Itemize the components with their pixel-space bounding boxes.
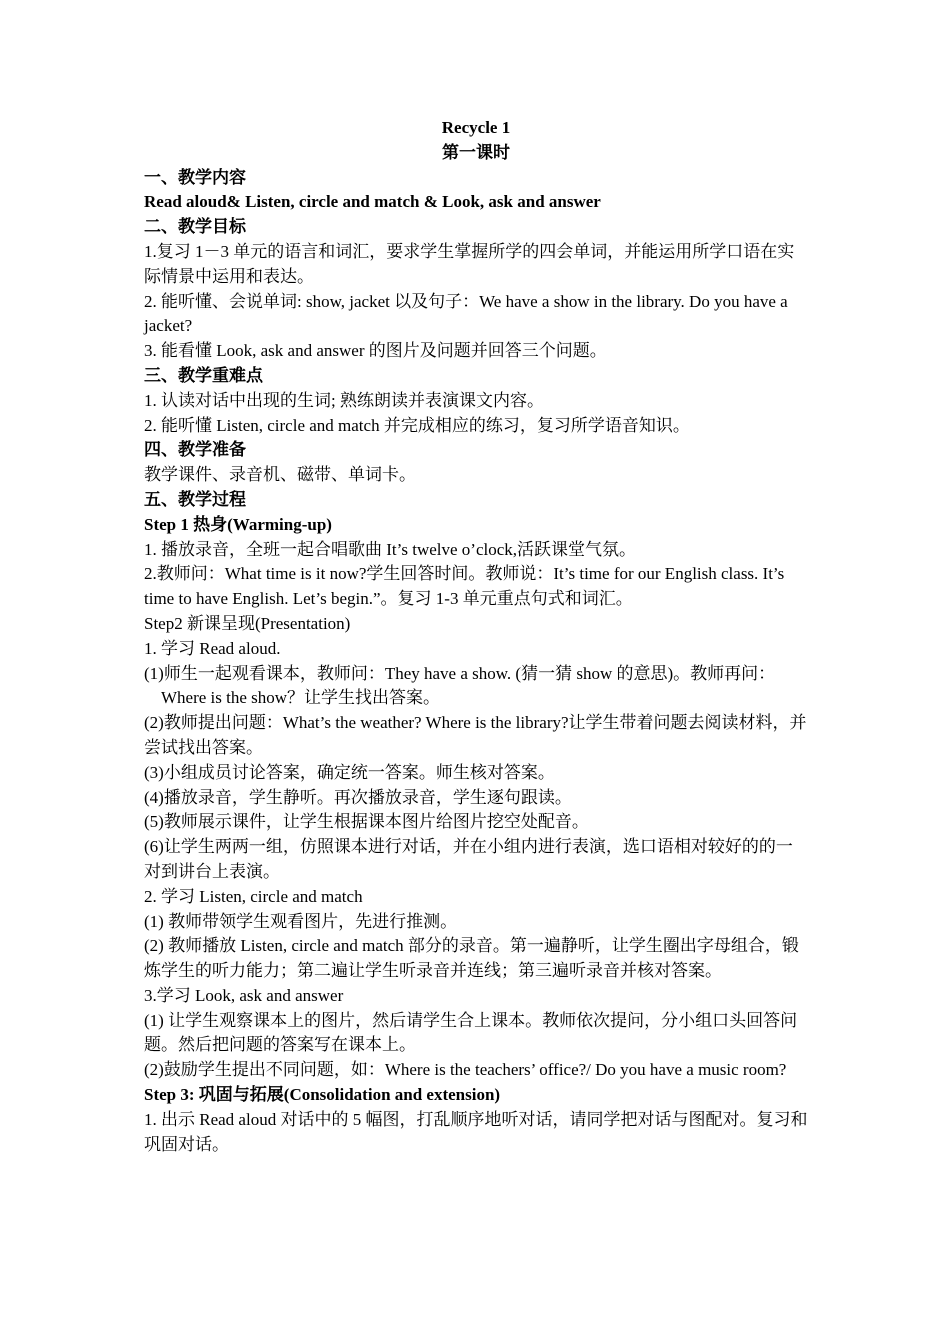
goal-1: 1.复习 1－3 单元的语言和词汇，要求学生掌握所学的四会单词，并能运用所学口语在实际情景中运用和表达。 <box>144 241 795 286</box>
section-content-body: Read aloud& Listen, circle and match & Look, ask and answer <box>144 192 601 212</box>
step2-sub-1-item-5: (5)教师展示课件，让学生根据课本图片给图片挖空处配音。 <box>144 812 589 832</box>
goal-2: 2. 能听懂、会说单词: show, jacket 以及句子：We have a show in the library. Do you have a jacket? <box>144 291 788 336</box>
step3-item-1: 1. 出示 Read aloud 对话中的 5 幅图，打乱顺序地听对话，请同学把对话与图配对。复习和巩固对话。 <box>144 1109 808 1154</box>
key-point-2: 2. 能听懂 Listen, circle and match 并完成相应的练习，复习所学语音知识。 <box>144 415 690 435</box>
section-heading-key-points: 三、教学重难点 <box>144 365 263 386</box>
step2-sub-1-item-2: (2)教师提出问题：What’s the weather? Where is the library?让学生带着问题去阅读材料，并尝试找出答案。 <box>144 713 807 757</box>
step2-sub-2-item-2: (2) 教师播放 Listen, circle and match 部分的录音。第一遍静听，让学生圈出字母组合，锻炼学生的听力能力；第二遍让学生听录音并连线；第三遍听录音并核对答案。 <box>144 936 799 981</box>
step2-sub-1-item-1: (1)师生一起观看课本，教师问：They have a show. (猜一猜 show 的意思)。教师再问：Where is the show？让学生找出答案。 <box>144 663 776 708</box>
document-body <box>144 116 808 1157</box>
goal-3: 3. 能看懂 Look, ask and answer 的图片及问题并回答三个问题。 <box>144 341 607 361</box>
section-heading-process: 五、教学过程 <box>144 489 246 510</box>
step1-item-2: 2.教师问：What time is it now?学生回答时间。教师说：It’s time for our English class. It’s time to have English. Let’s begin.”。复习 1-3 单元重点句式和词汇。 <box>144 564 785 609</box>
doc-title: Recycle 1 <box>441 118 511 137</box>
preparation-body: 教学课件、录音机、磁带、单词卡。 <box>144 465 416 485</box>
step2-sub-1-item-4: (4)播放录音，学生静听。再次播放录音，学生逐句跟读。 <box>144 787 572 807</box>
step2-sub-1-item-3: (3)小组成员讨论答案，确定统一答案。师生核对答案。 <box>144 762 555 782</box>
step2-heading: Step2 新课呈现(Presentation) <box>144 613 351 633</box>
step1-heading: Step 1 热身(Warming-up) <box>144 514 332 534</box>
step1-item-1: 1. 播放录音，全班一起合唱歌曲 It’s twelve o’clock,活跃课堂气氛。 <box>144 539 637 559</box>
step2-sub-2: 2. 学习 Listen, circle and match <box>144 886 363 906</box>
section-heading-content: 一、教学内容 <box>144 167 246 188</box>
step2-sub-1: 1. 学习 Read aloud. <box>144 638 281 658</box>
section-heading-preparation: 四、教学准备 <box>144 440 246 461</box>
step2-sub-2-item-1: (1) 教师带领学生观看图片，先进行推测。 <box>144 911 458 931</box>
step3-heading: Step 3: 巩固与拓展(Consolidation and extension) <box>144 1085 501 1105</box>
step2-sub-3-item-2: (2)鼓励学生提出不同问题，如：Where is the teachers’ office?/ Do you have a music room? <box>144 1060 787 1080</box>
doc-subtitle: 第一课时 <box>442 142 510 163</box>
section-heading-goals: 二、教学目标 <box>144 217 246 238</box>
key-point-1: 1. 认读对话中出现的生词; 熟练朗读并表演课文内容。 <box>144 390 544 410</box>
step2-sub-3: 3.学习 Look, ask and answer <box>144 985 344 1005</box>
step2-sub-1-item-6: (6)让学生两两一组，仿照课本进行对话，并在小组内进行表演，选口语相对较好的的一对到讲台上表演。 <box>144 837 793 881</box>
step2-sub-3-item-1: (1) 让学生观察课本上的图片，然后请学生合上课本。教师依次提问，分小组口头回答问题。然后把问题的答案写在课本上。 <box>144 1010 798 1055</box>
